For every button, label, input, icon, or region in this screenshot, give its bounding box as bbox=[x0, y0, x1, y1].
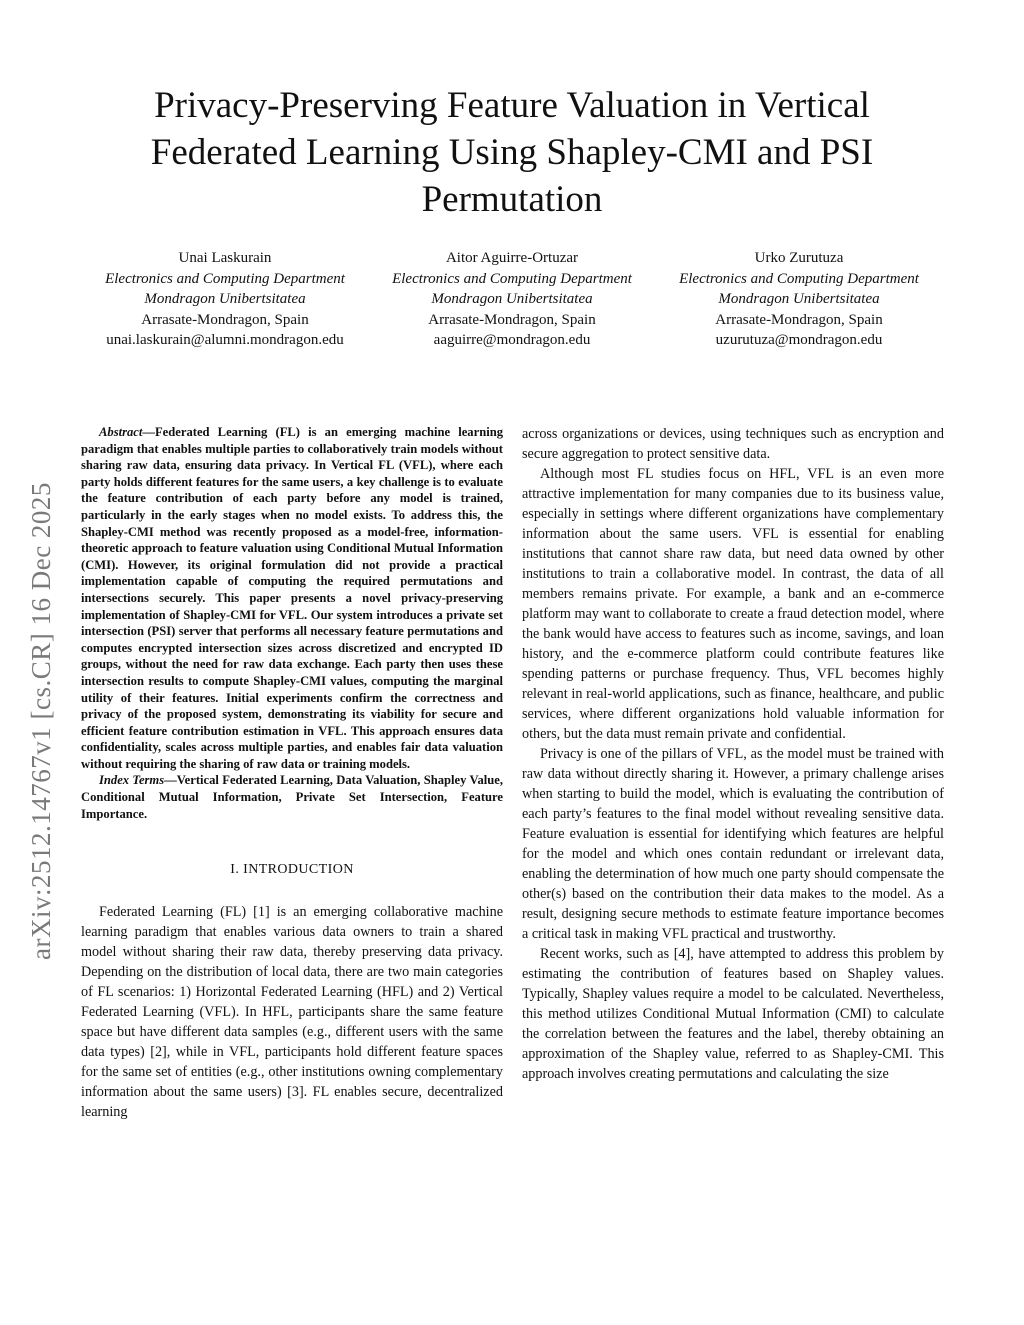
author-1 bbox=[82, 248, 368, 351]
author-2 bbox=[369, 248, 655, 351]
right-column bbox=[522, 424, 944, 1084]
author-department: Electronics and Computing Department bbox=[105, 270, 345, 287]
intro-paragraph-4: Recent works, such as [4], have attempted to address this problem by estimating the contribution of features based on Shapley values. Typically, Shapley values require a model to be calculated. Nevertheless, this method utilizes Conditional Mutual Information (CMI) to calculate the correlation between the features and the label, thereby obtaining an approximation of the Shapley value, referred to as Shapley-CMI. This approach involves creating permutations and calculating the size bbox=[522, 946, 944, 1082]
index-terms bbox=[81, 772, 503, 822]
abstract bbox=[81, 424, 503, 772]
intro-paragraph-continuation: across organizations or devices, using techniques such as encryption and secure aggregation to protect sensitive data. bbox=[522, 426, 944, 462]
abstract-lead: Abstract bbox=[99, 425, 143, 439]
index-terms-lead: Index Terms bbox=[99, 773, 165, 788]
author-email: uzurutuza@mondragon.edu bbox=[715, 332, 883, 348]
author-email: aaguirre@mondragon.edu bbox=[433, 332, 591, 348]
intro-paragraph-1: Federated Learning (FL) [1] is an emerging collaborative machine learning paradigm that enables various data owners to train a shared model without sharing their raw data, thereby preserving data privacy. Depending on the distribution of local data, there are two main categories of FL scenarios: 1) Horizontal Federated Learning (HFL) and 2) Vertical Federated Learning (VFL). In HFL, participants share the same feature space but have different data samples (e.g., different users with the same data types) [2], while in VFL, participants hold different feature spaces for the same set of entities (e.g., other institutions owning complementary information about the same users) [3]. FL enables secure, decentralized learning bbox=[81, 904, 503, 1121]
author-name: Urko Zurutuza bbox=[754, 250, 844, 266]
index-terms-text: —Vertical Federated Learning, Data Valuation, Shapley Value, Conditional Mutual Information, Private Set Intersection, Feature Importance. bbox=[81, 773, 503, 821]
author-university: Mondragon Unibertsitatea bbox=[718, 291, 880, 307]
author-email: unai.laskurain@alumni.mondragon.edu bbox=[106, 332, 344, 348]
left-column bbox=[81, 424, 503, 1122]
author-department: Electronics and Computing Department bbox=[392, 270, 632, 287]
section-heading: I. INTRODUCTION bbox=[230, 862, 354, 878]
arxiv-identifier: arXiv:2512.14767v1 [cs.CR] 16 Dec 2025 bbox=[26, 482, 56, 960]
author-location: Arrasate-Mondragon, Spain bbox=[715, 311, 883, 328]
paper-title: Privacy-Preserving Feature Valuation in Vertical Federated Learning Using Shapley-CMI and PSI Permutation bbox=[150, 85, 874, 220]
author-block bbox=[82, 248, 942, 351]
intro-paragraph-2: Although most FL studies focus on HFL, VFL is an even more attractive implementation for many companies due to its business value, especially in settings where different organizations have complementary information about the same users. VFL is essential for enabling institutions that cannot share raw data, but need data owned by other institutions to train a collaborative model. In contrast, the data of all members remains private. For example, a bank and an e-commerce platform may want to collaborate to create a fraud detection model, where the bank would have access to features such as income, savings, and loan history, and the e-commerce platform could contribute features like spending patterns or purchase frequency. Thus, VFL becomes highly relevant in real-world applications, such as finance, healthcare, and public services, where different organizations hold valuable information for others, but the data must remain private and confidential. bbox=[522, 466, 944, 742]
author-3 bbox=[656, 248, 942, 351]
author-location: Arrasate-Mondragon, Spain bbox=[141, 311, 309, 328]
author-name: Unai Laskurain bbox=[178, 250, 272, 266]
author-location: Arrasate-Mondragon, Spain bbox=[428, 311, 596, 328]
author-department: Electronics and Computing Department bbox=[679, 270, 919, 287]
abstract-text: —Federated Learning (FL) is an emerging machine learning paradigm that enables multiple parties to collaboratively train models without sharing raw data, ensuring data privacy. In Vertical FL (VFL), where each party holds different features for the same users, a key challenge is to evaluate the feature contribution of each party before any model is trained, particularly in the early stages when no model exists. To address this, the Shapley-CMI method was recently proposed as a model-free, information-theoretic approach to feature valuation using Conditional Mutual Information (CMI). However, its original formulation did not provide a practical implementation capable of computing the required permutations and intersections securely. This paper presents a novel privacy-preserving implementation of Shapley-CMI for VFL. Our system introduces a private set intersection (PSI) server that performs all necessary feature permutations and computes encrypted intersection sizes across discretized and encrypted ID groups, without the need for raw data exchange. Each party then uses these intersection results to compute Shapley-CMI values, computing the marginal utility of their features. Initial experiments confirm the correctness and privacy of the proposed system, demonstrating its viability for secure and efficient feature contribution estimation in VFL. This approach ensures data confidentiality, scales across multiple parties, and enables fair data valuation without requiring the sharing of raw data or training models. bbox=[81, 425, 503, 771]
intro-paragraph-3: Privacy is one of the pillars of VFL, as the model must be trained with raw data without directly sharing it. However, a primary challenge arises when starting to build the model, which is evaluating the contribution of each party’s features to the final model without revealing sensitive data. Feature evaluation is essential for identifying which features are helpful for the model and which ones contain redundant or irrelevant data, enabling the determination of how much one party should compensate the other(s) based on the contribution their data makes to the model. As a result, designing secure methods to estimate feature importance becomes a critical task in making VFL practical and trustworthy. bbox=[522, 746, 944, 942]
author-university: Mondragon Unibertsitatea bbox=[144, 291, 306, 307]
author-name: Aitor Aguirre-Ortuzar bbox=[445, 250, 579, 266]
author-university: Mondragon Unibertsitatea bbox=[431, 291, 593, 307]
